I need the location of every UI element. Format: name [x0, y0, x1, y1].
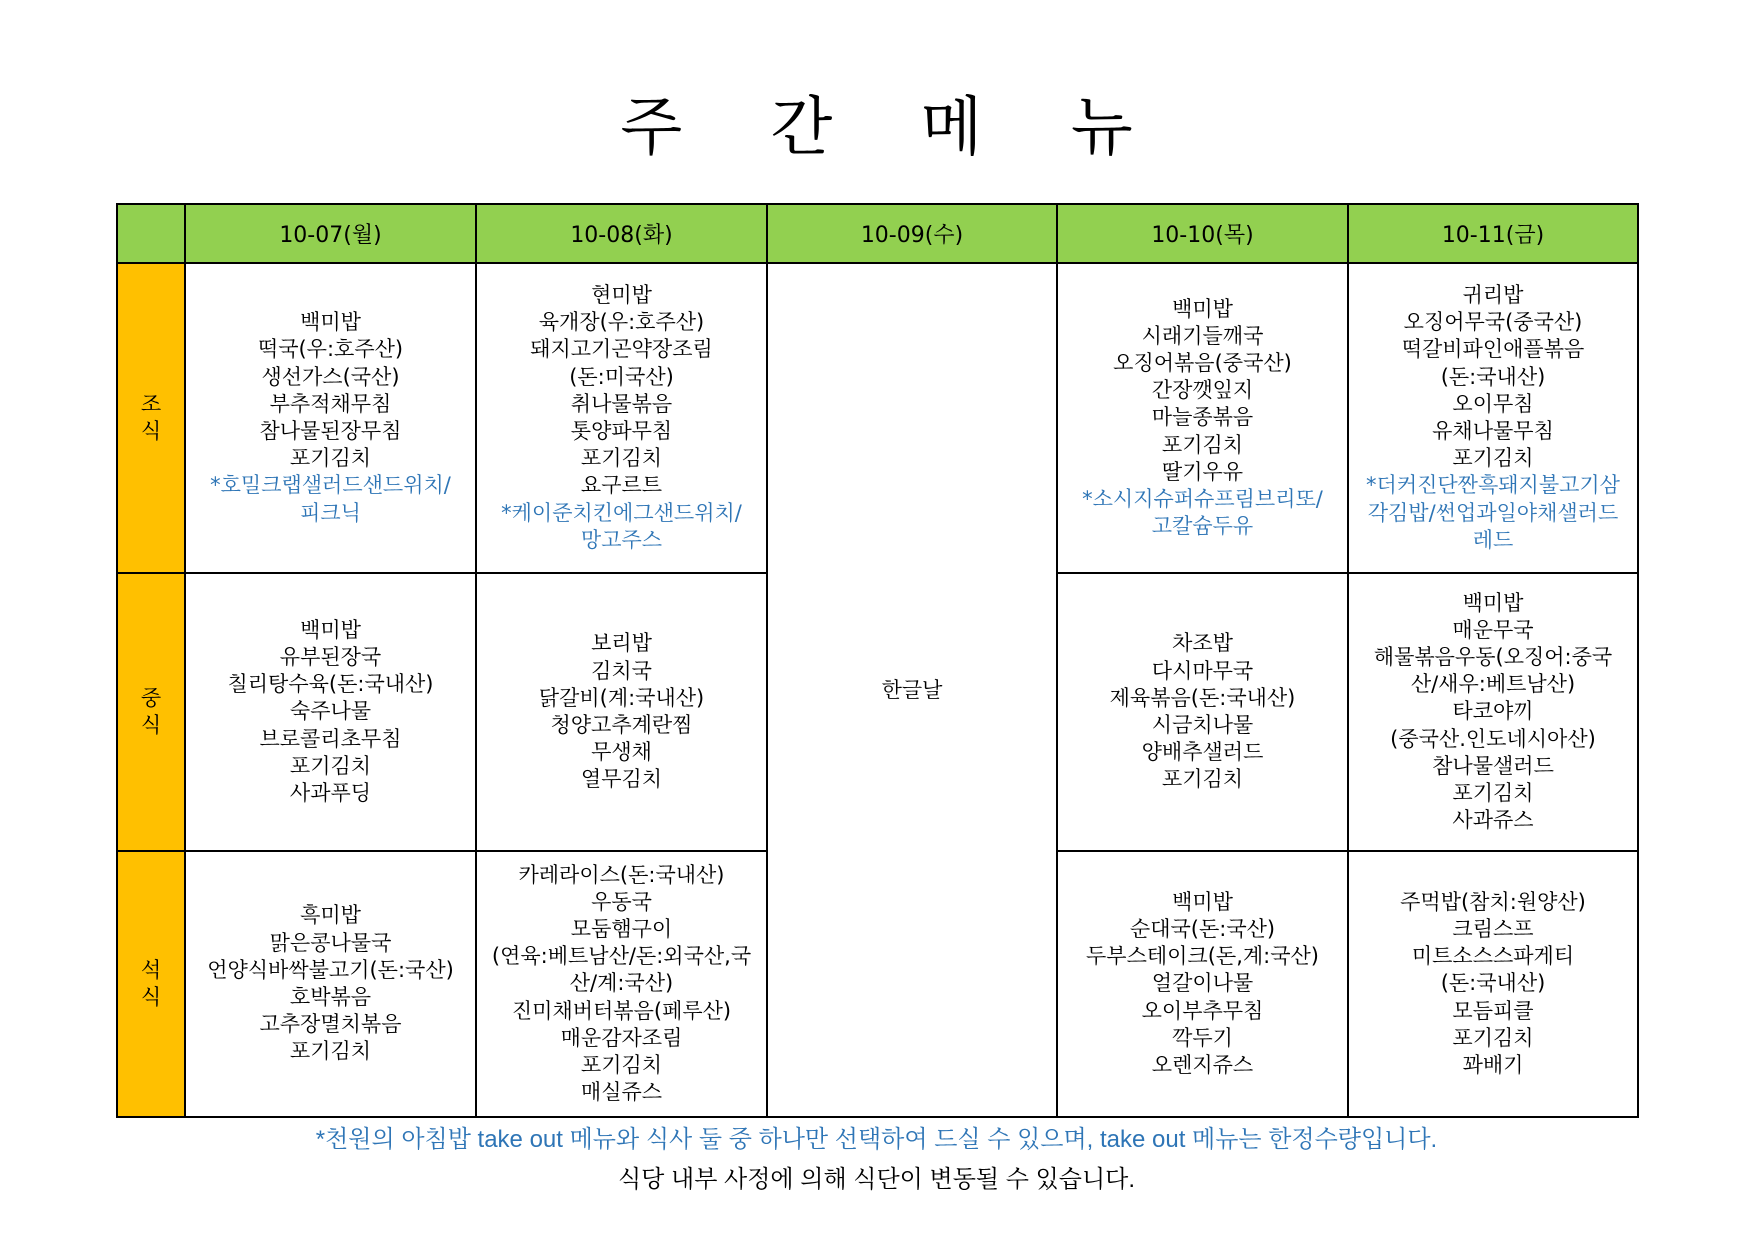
menu-item: 진미채버터볶음(페루산) [511, 998, 732, 1023]
weekly-menu-table [116, 203, 1639, 1118]
menu-item: 모듬피클 [1452, 998, 1534, 1023]
menu-item: 열무김치 [580, 767, 663, 792]
menu-item: 미트소스스파게티 [1411, 944, 1575, 969]
takeout-notice: *천원의 아침밥 take out 메뉴와 식사 둘 중 하나만 선택하여 드실 수 있으며, take out 메뉴는 한정수량입니다. [315, 1126, 1438, 1153]
menu-item: 오징어볶음(중국산) [1113, 350, 1292, 375]
menu-item: 포기김치 [1452, 1025, 1534, 1050]
menu-item: 오이부추무침 [1141, 998, 1264, 1023]
menu-item: 취나물볶음 [570, 391, 673, 416]
menu-item: 해물볶음우동(오징어:중국 [1373, 644, 1613, 669]
meal-label-text: 조식 [140, 392, 162, 443]
menu-item: 시금치나물 [1151, 713, 1254, 737]
menu-item: 다시마무국 [1151, 658, 1254, 683]
menu-item: (돈:국내산) [1440, 364, 1546, 389]
menu-item: 떡국(우:호주산) [257, 337, 404, 362]
menu-cell-fri-lunch [1348, 573, 1638, 851]
menu-item: 육개장(우:호주산) [538, 310, 705, 335]
menu-item: 시래기들깨국 [1141, 323, 1264, 348]
day-header-fri: 10-11(금) [1348, 204, 1638, 263]
menu-item: 포기김치 [289, 1039, 372, 1064]
menu-item: 보리밥 [591, 631, 652, 656]
menu-item: 칠리탕수육(돈:국내산) [227, 672, 434, 697]
menu-list [1349, 889, 1637, 1079]
menu-list [477, 630, 766, 793]
menu-item: 딸기우유 [1161, 459, 1244, 484]
menu-item: (돈:미국산) [569, 364, 674, 389]
menu-item: 간장깻잎지 [1151, 378, 1254, 403]
menu-item: (중국산.인도네시아산) [1390, 726, 1596, 751]
menu-item: 얼갈이나물 [1151, 971, 1254, 996]
takeout-menu-item: *더커진단짠흑돼지불고기삼 [1366, 473, 1620, 498]
menu-list [1349, 590, 1637, 835]
menu-item: 포기김치 [289, 446, 372, 471]
menu-item: 매실쥬스 [580, 1080, 663, 1105]
menu-item: (연육:베트남산/돈:외국산,국 [491, 944, 752, 969]
menu-item: 백미밥 [300, 617, 361, 642]
menu-cell-mon-breakfast [185, 263, 476, 573]
menu-cell-mon-dinner [185, 851, 476, 1117]
menu-list [186, 617, 475, 807]
meal-label-breakfast [117, 263, 185, 573]
menu-item: 산/새우:베트남산) [1410, 672, 1576, 697]
header-corner-cell [117, 204, 185, 263]
menu-item: 포기김치 [1452, 446, 1534, 471]
takeout-menu-item: *호밀크랩샐러드샌드위치/ [210, 473, 451, 498]
menu-item: 양배추샐러드 [1141, 740, 1264, 765]
menu-cell-tue-breakfast [476, 263, 767, 573]
meal-label-lunch [117, 573, 185, 851]
menu-list [186, 309, 475, 527]
takeout-menu-item: 피크닉 [300, 500, 361, 525]
menu-list [1058, 630, 1347, 793]
menu-list [1349, 282, 1637, 554]
menu-item: 매운감자조림 [560, 1025, 683, 1050]
holiday-label: 한글날 [881, 677, 943, 702]
menu-item: 포기김치 [289, 753, 372, 778]
menu-item: 김치국 [591, 658, 652, 683]
menu-item: 포기김치 [580, 1053, 663, 1077]
takeout-menu-item: 각김밥/썬업과일야채샐러드 [1367, 500, 1619, 525]
menu-item: 포기김치 [580, 446, 663, 471]
menu-item: 무생채 [591, 740, 652, 765]
page-title: 주 간 메 뉴 [620, 91, 1133, 165]
menu-item: 고추장멸치볶음 [259, 1012, 402, 1037]
menu-item: 사과쥬스 [1452, 808, 1534, 833]
day-header-mon: 10-07(월) [185, 204, 476, 263]
menu-item: 오징어무국(중국산) [1403, 310, 1583, 335]
menu-item: 유채나물무침 [1432, 419, 1554, 443]
menu-list [1058, 889, 1347, 1079]
menu-item: 언양식바싹불고기(돈:국산) [207, 957, 454, 982]
menu-item: 순대국(돈:국산) [1129, 916, 1276, 941]
menu-item: 타코야끼 [1452, 699, 1534, 724]
menu-item: 사과푸딩 [289, 781, 372, 805]
meal-label-dinner [117, 851, 185, 1117]
menu-item: 포기김치 [1161, 767, 1244, 792]
menu-list [477, 862, 766, 1107]
menu-item: 주먹밥(참치:원양산) [1400, 889, 1586, 914]
menu-item: 백미밥 [300, 310, 361, 335]
breakfast-row [117, 263, 1638, 573]
menu-item: 호박볶음 [289, 985, 372, 1009]
menu-item: 흑미밥 [300, 903, 361, 928]
menu-item: 모둠햄구이 [570, 916, 673, 941]
takeout-menu-item: 고칼슘두유 [1151, 514, 1254, 539]
menu-item: 제육볶음(돈:국내산) [1109, 685, 1296, 710]
menu-list [186, 902, 475, 1065]
menu-item: 부추적채무침 [269, 391, 392, 416]
menu-item: 유부된장국 [279, 644, 382, 669]
menu-item: 백미밥 [1172, 296, 1233, 321]
menu-item: 청양고추계란찜 [550, 713, 693, 737]
takeout-menu-item: 망고주스 [580, 527, 663, 552]
day-header-thu: 10-10(목) [1057, 204, 1348, 263]
menu-cell-tue-lunch [476, 573, 767, 851]
menu-item: 포기김치 [1161, 432, 1244, 457]
menu-item: 생선가스(국산) [261, 364, 400, 389]
menu-item: 요구르트 [580, 473, 663, 498]
menu-cell-thu-lunch [1057, 573, 1348, 851]
menu-item: 산/계:국산) [569, 971, 674, 996]
menu-item: 깍두기 [1172, 1025, 1233, 1050]
menu-item: 브로콜리초무침 [259, 726, 402, 751]
menu-item: 참나물된장무침 [259, 419, 402, 443]
menu-item: 마늘종볶음 [1151, 405, 1254, 430]
takeout-menu-item: *소시지슈퍼슈프림브리또/ [1082, 487, 1323, 511]
menu-item: 돼지고기곤약장조림 [530, 337, 713, 362]
menu-item: 숙주나물 [289, 699, 372, 724]
meal-label-text: 중식 [140, 686, 162, 737]
menu-item: 백미밥 [1462, 590, 1524, 615]
menu-list [477, 282, 766, 554]
menu-cell-thu-breakfast [1057, 263, 1348, 573]
menu-item: 오이무침 [1452, 391, 1534, 416]
menu-cell-fri-dinner [1348, 851, 1638, 1117]
menu-item: 우동국 [591, 889, 652, 914]
menu-item: 맑은콩나물국 [269, 930, 392, 955]
menu-item: 현미밥 [591, 282, 652, 307]
menu-item: 꽈배기 [1462, 1053, 1524, 1077]
menu-cell-fri-breakfast [1348, 263, 1638, 573]
menu-change-notice: 식당 내부 사정에 의해 식단이 변동될 수 있습니다. [617, 1166, 1136, 1193]
day-header-tue: 10-08(화) [476, 204, 767, 263]
menu-item: 매운무국 [1452, 617, 1534, 642]
menu-item: 차조밥 [1172, 631, 1233, 656]
menu-item: 참나물샐러드 [1432, 753, 1554, 778]
menu-item: (돈:국내산) [1440, 971, 1546, 996]
takeout-menu-item: *케이준치킨에그샌드위치/ [501, 500, 742, 525]
header-row [117, 204, 1638, 263]
menu-item: 오렌지쥬스 [1151, 1053, 1254, 1077]
menu-item: 두부스테이크(돈,계:국산) [1086, 944, 1319, 969]
day-header-wed: 10-09(수) [767, 204, 1057, 263]
meal-label-text: 석식 [140, 958, 162, 1009]
menu-item: 톳양파무침 [570, 419, 673, 443]
holiday-cell-wed [767, 263, 1057, 1117]
menu-cell-mon-lunch [185, 573, 476, 851]
menu-item: 크림스프 [1452, 916, 1534, 941]
menu-item: 떡갈비파인애플볶음 [1401, 337, 1585, 362]
menu-item: 귀리밥 [1462, 282, 1524, 307]
menu-item: 닭갈비(계:국내산) [538, 685, 705, 710]
menu-item: 카레라이스(돈:국내산) [518, 862, 725, 887]
takeout-menu-item: 레드 [1472, 527, 1514, 552]
menu-cell-tue-dinner [476, 851, 767, 1117]
menu-list [1058, 296, 1347, 541]
menu-item: 포기김치 [1452, 781, 1534, 805]
menu-item: 백미밥 [1172, 889, 1233, 914]
menu-cell-thu-dinner [1057, 851, 1348, 1117]
